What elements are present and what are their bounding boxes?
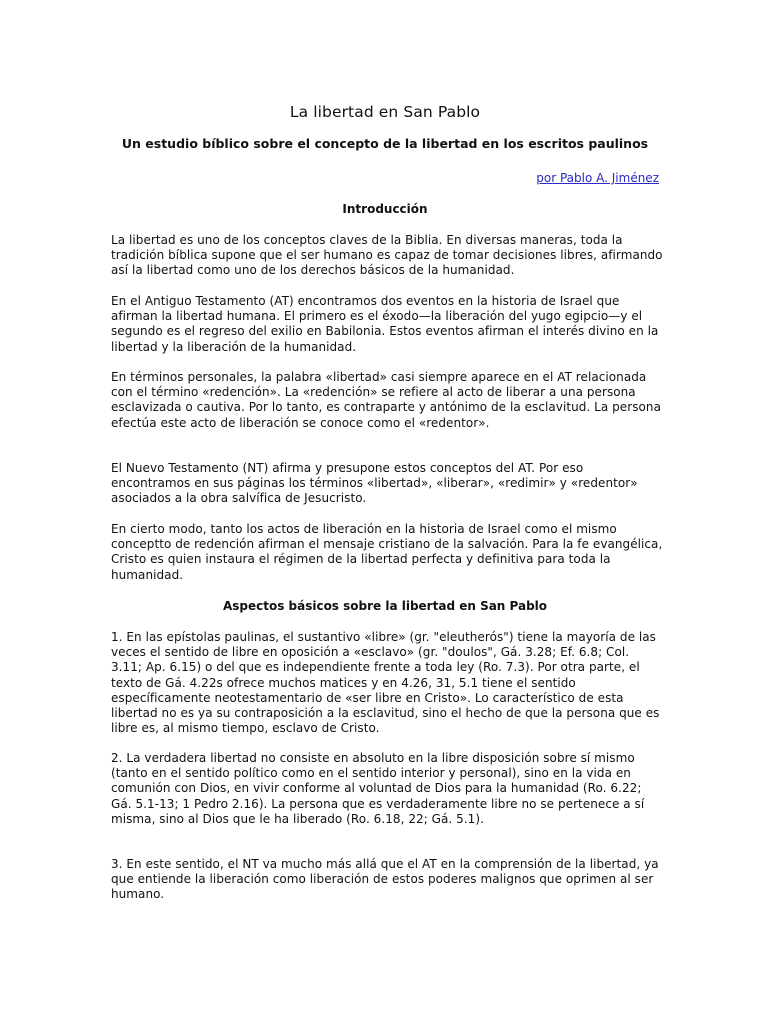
author-link[interactable]: por Pablo A. Jiménez [536, 171, 659, 185]
paragraph: 1. En las epístolas paulinas, el sustantivo «libre» (gr. "eleutherós") tiene la mayoría de las veces el sentido de libre en oposición a «esclavo» (gr. "doulos", Gá. 3.28; Ef. 6.8; Col. 3.11; Ap. 6.15) o del que es independiente frente a toda ley (Ro. 7.3). Por otra parte, el texto de Gá. 4.22s ofrece muchos matices y en 4.26, 31, 5.1 tiene el sentido específicamente neotestamentario de «ser libre en Cristo». Lo característico de esta libertad no es ya su contraposición a la esclavitud, sino el hecho de que la persona que es libre es, al mismo tiempo, esclavo de Cristo. [111, 630, 660, 736]
paragraph: 2. La verdadera libertad no consiste en absoluto en la libre disposición sobre sí mismo (tanto en el sentido político como en el sentido interior y personal), sino en la vida en comunión con Dios, en vivir conforme al voluntad de Dios para la humanidad (Ro. 6.22; Gá. 5.1-13; 1 Pedro 2.16). La persona que es verdaderamente libre no se pertenece a sí misma, sino al Dios que le ha liberado (Ro. 6.18, 22; Gá. 5.1). [111, 751, 645, 826]
paragraph: En el Antiguo Testamento (AT) encontramos dos eventos en la historia de Israel que afirman la libertad humana. El primero es el éxodo—la liberación del yugo egipcio—y el segundo es el regreso del exilio en Babilonia. Estos eventos afirman el interés divino en la libertad y la liberación de la humanidad. [111, 294, 659, 354]
section-heading-aspectos: Aspectos básicos sobre la libertad en San Pablo [222, 599, 548, 613]
page-subtitle: Un estudio bíblico sobre el concepto de la libertad en los escritos paulinos [121, 136, 649, 151]
section-heading-introduccion: Introducción [342, 202, 428, 216]
paragraph: La libertad es uno de los conceptos claves de la Biblia. En diversas maneras, toda la tradición bíblica supone que el ser humano es capaz de tomar decisiones libres, afirmando así la libertad como uno de los derechos básicos de la humanidad. [111, 233, 663, 278]
paragraph: En cierto modo, tanto los actos de liberación en la historia de Israel como el mismo conceptto de redención afirman el mensaje cristiano de la salvación. Para la fe evangélica, Cristo es quien instaura el régimen de la libertad perfecta y definitiva para toda la humanidad. [111, 522, 663, 582]
page-title: La libertad en San Pablo [289, 103, 481, 121]
paragraph: En términos personales, la palabra «libertad» casi siempre aparece en el AT relacionada con el término «redención». La «redención» se refiere al acto de liberar a una persona esclavizada o cautiva. Por lo tanto, es contraparte y antónimo de la esclavitud. La persona efectúa este acto de liberación se conoce como el «redentor». [111, 370, 661, 430]
paragraph: El Nuevo Testamento (NT) afirma y presupone estos conceptos del AT. Por eso encontramos en sus páginas los términos «libertad», «liberar», «redimir» y «redentor» asociados a la obra salvífica de Jesucristo. [111, 461, 638, 506]
paragraph: 3. En este sentido, el NT va mucho más allá que el AT en la comprensión de la libertad, ya que entiende la liberación como liberación de estos poderes malignos que oprimen al ser humano. [111, 857, 659, 902]
